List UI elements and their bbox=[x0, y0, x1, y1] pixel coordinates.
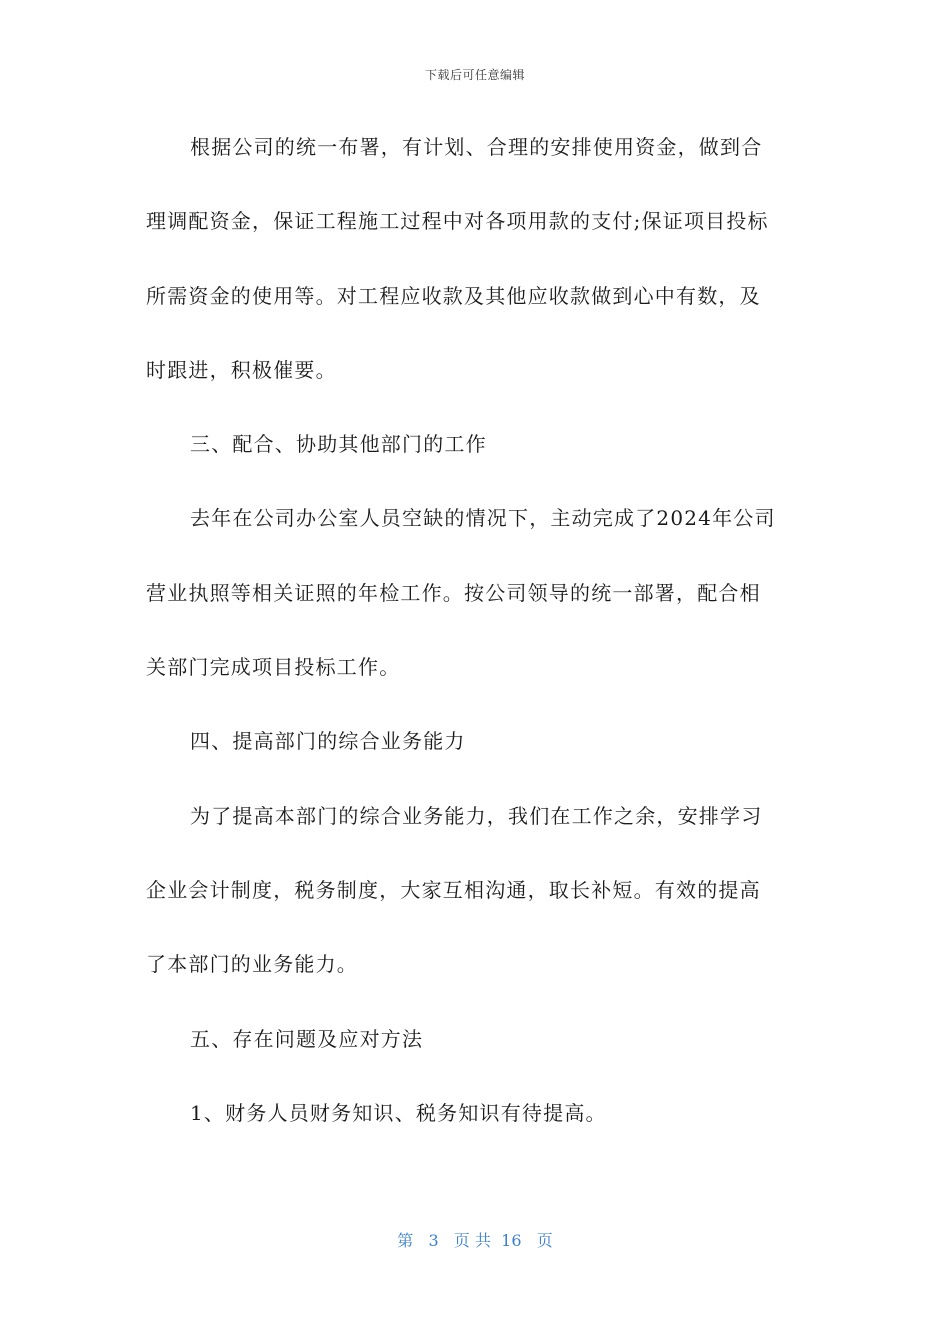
text-line: 为了提高本部门的综合业务能力，我们在工作之余，安排学习 bbox=[190, 803, 763, 828]
text-line: 时跟进，积极催要。 bbox=[146, 357, 337, 382]
text-line: 根据公司的统一布署，有计划、合理的安排使用资金，做到合 bbox=[190, 135, 763, 159]
text-line: 营业执照等相关证照的年检工作。按公司领导的统一部署，配合相 bbox=[146, 580, 761, 605]
text-line: 1、财务人员财务知识、税务知识有待提高。 bbox=[190, 1100, 607, 1125]
document-body bbox=[146, 127, 806, 1167]
section-heading: 四、提高部门的综合业务能力 bbox=[190, 729, 466, 754]
section-heading: 三、配合、协助其他部门的工作 bbox=[190, 432, 487, 457]
page-header: 下载后可任意编辑 bbox=[424, 68, 525, 82]
text-line: 企业会计制度，税务制度，大家互相沟通，取长补短。有效的提高 bbox=[146, 877, 761, 902]
text-line: 所需资金的使用等。对工程应收款及其他应收款做到心中有数，及 bbox=[146, 283, 761, 308]
text-line: 去年在公司办公室人员空缺的情况下，主动完成了2024年公司 bbox=[190, 506, 776, 531]
text-line: 理调配资金，保证工程施工过程中对各项用款的支付;保证项目投标 bbox=[146, 209, 769, 234]
page-number-footer: 第 3 页 共 16 页 bbox=[397, 1231, 553, 1250]
text-line: 了本部门的业务能力。 bbox=[146, 952, 358, 977]
text-line: 关部门完成项目投标工作。 bbox=[146, 655, 401, 680]
section-heading: 五、存在问题及应对方法 bbox=[190, 1026, 424, 1051]
